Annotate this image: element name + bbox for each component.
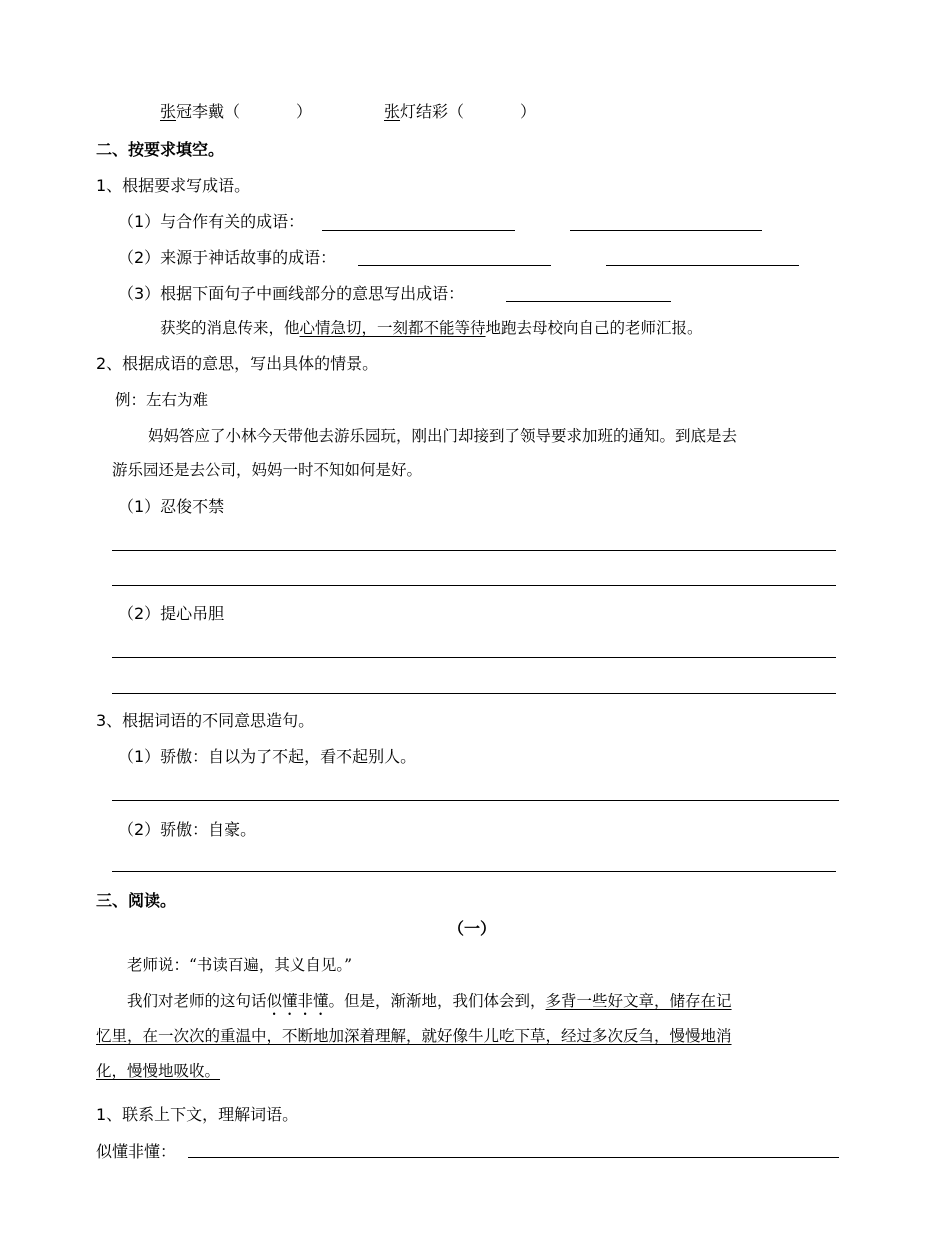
answer-line[interactable] xyxy=(606,265,799,266)
answer-line[interactable] xyxy=(188,1157,839,1158)
q1-sentence xyxy=(160,318,703,338)
q1-title: 1、根据要求写成语。 xyxy=(96,176,251,195)
sentence-text: 地跑去母校向自己的老师汇报。 xyxy=(485,319,703,337)
q2-example-line2: 游乐园还是去公司，妈妈一时不知如何是好。 xyxy=(112,461,423,479)
reading-q1-label: 似懂非懂： xyxy=(96,1142,177,1161)
q3-sub1-label: （1）骄傲：自以为了不起，看不起别人。 xyxy=(118,747,417,766)
sentence-underlined: 心情急切，一刻都不能等待 xyxy=(299,319,486,337)
q2-sub2-label: （2）提心吊胆 xyxy=(118,604,225,623)
passage-text: 我们对老师的这句话 xyxy=(127,992,267,1010)
answer-line[interactable] xyxy=(358,265,551,266)
passage-part-title: （一） xyxy=(448,919,497,938)
answer-line[interactable] xyxy=(570,230,762,231)
idiom-item-2-first-char: 张 xyxy=(384,102,401,121)
section-3-heading: 三、阅读。 xyxy=(96,891,177,910)
passage-line-3: 化，慢慢地吸收。 xyxy=(96,1062,221,1080)
answer-line[interactable] xyxy=(112,871,836,872)
q1-sub1-label: （1）与合作有关的成语： xyxy=(118,212,305,231)
passage-line-2: 忆里，在一次次的重温中，不断地加深着理解，就好像牛儿吃下草，经过多次反刍，慢慢地消 xyxy=(96,1027,732,1045)
idiom-item-1-first-char: 张 xyxy=(160,102,177,121)
reading-q1-title: 1、联系上下文，理解词语。 xyxy=(96,1105,299,1124)
q3-sub2-label: （2）骄傲：自豪。 xyxy=(118,820,257,839)
sentence-text: 获奖的消息传来，他 xyxy=(160,319,300,337)
q2-example-label: 例：左右为难 xyxy=(115,391,209,409)
q2-title: 2、根据成语的意思，写出具体的情景。 xyxy=(96,354,379,373)
answer-line[interactable] xyxy=(112,800,839,801)
idiom-item-1 xyxy=(160,102,312,122)
idiom-item-2-rest: 灯结彩（ xyxy=(400,102,465,121)
answer-line[interactable] xyxy=(112,693,836,694)
answer-line[interactable] xyxy=(322,230,515,231)
answer-line[interactable] xyxy=(112,585,836,586)
q3-title: 3、根据词语的不同意思造句。 xyxy=(96,711,315,730)
passage-text: 。但是，渐渐地，我们体会到， xyxy=(328,992,546,1010)
answer-line[interactable] xyxy=(112,550,836,551)
passage-quote: 老师说：“书读百遍，其义自见。” xyxy=(127,956,353,974)
paren-close: ） xyxy=(296,102,313,121)
idiom-item-2 xyxy=(384,102,536,122)
passage-dotted-term: 似懂非懂 xyxy=(266,992,329,1010)
answer-line[interactable] xyxy=(506,301,671,302)
passage-line-1 xyxy=(127,991,732,1019)
paren-close: ） xyxy=(520,102,537,121)
q1-sub2-label: （2）来源于神话故事的成语： xyxy=(118,248,337,267)
q2-sub1-label: （1）忍俊不禁 xyxy=(118,497,225,516)
idiom-item-1-rest: 冠李戴（ xyxy=(176,102,241,121)
answer-line[interactable] xyxy=(112,657,836,658)
q2-example-line1: 妈妈答应了小林今天带他去游乐园玩，刚出门却接到了领导要求加班的通知。到底是去 xyxy=(148,427,738,445)
passage-underlined: 多背一些好文章，储存在记 xyxy=(545,992,732,1010)
section-2-heading: 二、按要求填空。 xyxy=(96,140,225,159)
q1-sub3-label: （3）根据下面句子中画线部分的意思写出成语： xyxy=(118,284,465,303)
